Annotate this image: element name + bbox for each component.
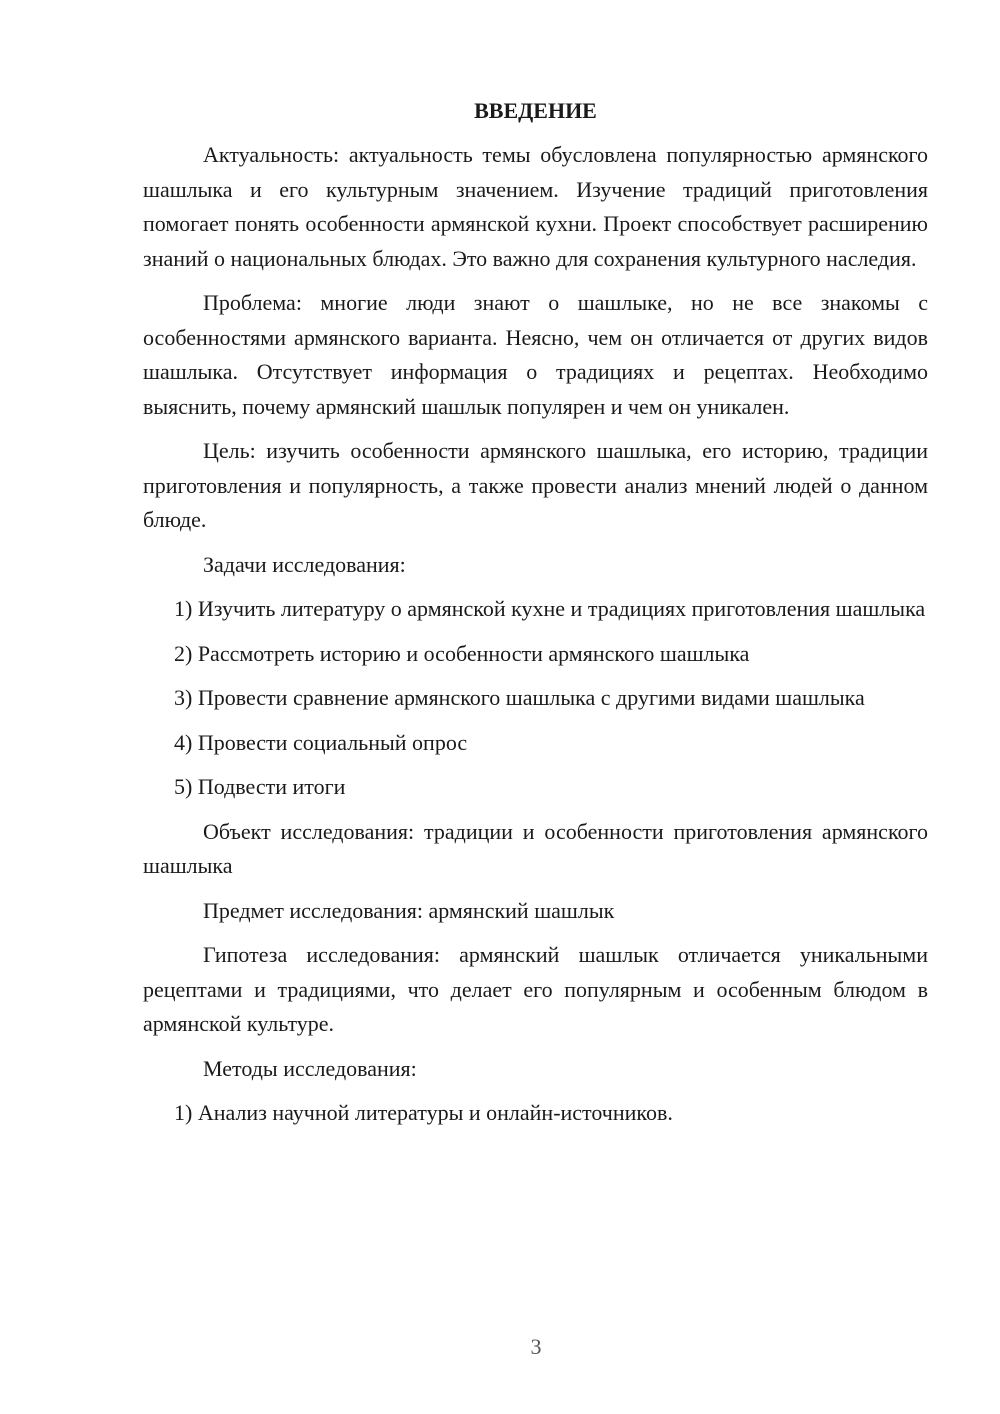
method-item: 1) Анализ научной литературы и онлайн-источников. <box>174 1100 673 1125</box>
task-item: 4) Провести социальный опрос <box>174 729 468 755</box>
object-paragraph: Объект исследования: традиции и особенности приготовления армянского шашлыка <box>143 818 928 878</box>
page-number: 3 <box>530 1334 542 1359</box>
methods-heading: Методы исследования: <box>203 1055 417 1081</box>
page-content <box>143 94 928 1141</box>
hypothesis-paragraph: Гипотеза исследования: армянский шашлык отличается уникальными рецептами и традициями, что делает его популярным и особенным блюдом в армянской культуре. <box>143 942 928 1036</box>
task-item: 2) Рассмотреть историю и особенности армянского шашлыка <box>174 640 750 666</box>
relevance-paragraph: Актуальность: актуальность темы обусловлена популярностью армянского шашлыка и его культурным значением. Изучение традиций приготовления помогает понять особенности армянской кухни. Проект способствует расширению знаний о национальных блюдах. Это важно для сохранения культурного наследия. <box>143 142 928 271</box>
subject-paragraph: Предмет исследования: армянский шашлык <box>203 897 615 923</box>
task-item: 5) Подвести итоги <box>174 774 346 799</box>
tasks-heading: Задачи исследования: <box>203 551 406 577</box>
task-item: 1) Изучить литературу о армянской кухне и традициях приготовления шашлыка <box>174 596 926 621</box>
task-item: 3) Провести сравнение армянского шашлыка с другими видами шашлыка <box>174 685 865 710</box>
goal-paragraph: Цель: изучить особенности армянского шашлыка, его историю, традиции приготовления и популярность, а также провести анализ мнений людей о данном блюде. <box>143 438 928 532</box>
problem-paragraph: Проблема: многие люди знают о шашлыке, но не все знакомы с особенностями армянского варианта. Неясно, чем он отличается от других видов шашлыка. Отсутствует информация о традициях и рецептах. Необходимо выяснить, почему армянский шашлык популярен и чем он уникален. <box>143 290 928 419</box>
page-title: ВВЕДЕНИЕ <box>474 98 597 123</box>
